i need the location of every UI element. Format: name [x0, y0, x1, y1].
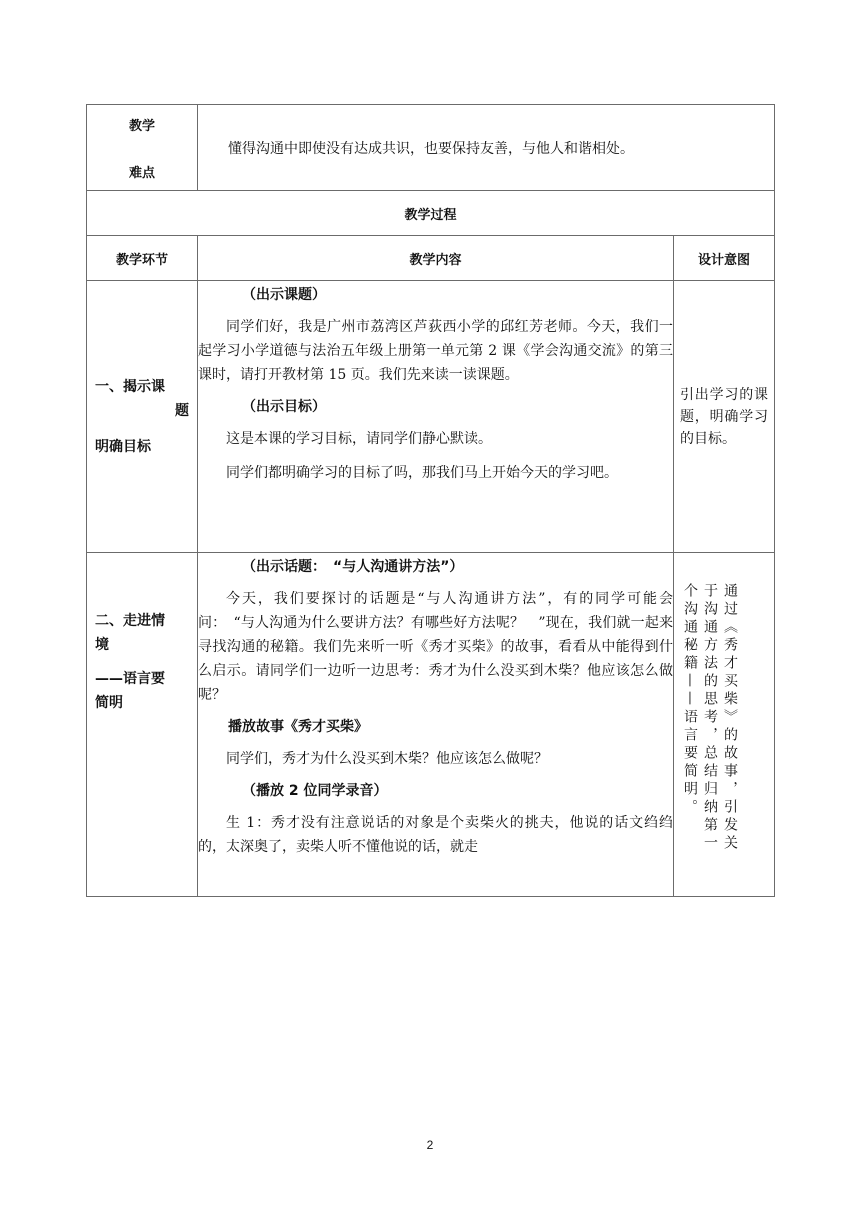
section1-intro-paragraph: 同学们好，我是广州市荔湾区芦荻西小学的邱红芳老师。今天，我们一起学习小学道德与法治五年级上册第一单元第 2 课《学会沟通交流》的第三课时，请打开教材第 15 页。我们先来读一读课题。: [198, 319, 673, 383]
section1-label-line3: 明确目标: [95, 438, 151, 455]
section2-label-line4: 简明: [95, 695, 123, 711]
header-row: [87, 236, 775, 281]
section2-play-story: 播放故事《秀才买柴》: [228, 719, 368, 735]
difficulty-text-cell: [198, 105, 775, 191]
section1-label-line2: 题: [175, 402, 189, 419]
section1-row: [87, 281, 775, 553]
process-title-row: [87, 191, 775, 236]
section2-content-cell: [198, 553, 674, 897]
section2-intro-paragraph: 今天，我们要探讨的话题是“与人沟通讲方法”，有的同学可能会问： “与人沟通为什么要讲方法？有哪些好方法呢？ ”现在，我们就一起来寻找沟通的秘籍。我们先来听一听《秀才买柴》的故事，看看从中能得到什么启示。请同学们一边听一边思考：秀才为什么没买到木柴？他应该怎么做呢？: [198, 591, 673, 703]
section2-label-line1: 二、走进情: [95, 613, 165, 629]
header-content: 教学内容: [198, 236, 674, 281]
difficulty-label-line2: 难点: [128, 165, 155, 181]
section1-intent-cell: [674, 281, 775, 553]
section2-play-recording: （播放 2 位同学录音）: [242, 783, 388, 799]
difficulty-label-cell: [87, 105, 198, 191]
section1-label-line1: 一、揭示课: [95, 378, 165, 395]
section2-show-topic: （出示话题： “与人沟通讲方法”）: [242, 559, 464, 575]
section2-row: [87, 553, 775, 897]
difficulty-label-line1: 教学: [128, 118, 155, 134]
lesson-plan-table: [86, 104, 775, 897]
section1-intent: 引出学习的课题，明确学习的目标。: [680, 386, 768, 447]
difficulty-row: [87, 105, 775, 191]
section2-label-line2: 境: [95, 637, 109, 653]
header-intent: 设计意图: [674, 236, 775, 281]
section2-label-cell: [87, 553, 198, 897]
page-number: 2: [426, 1138, 434, 1152]
section1-show-topic: （出示课题）: [242, 287, 326, 303]
section2-content-clip: [198, 553, 673, 889]
difficulty-text: 懂得沟通中即使没有达成共识，也要保持友善，与他人和谐相处。: [228, 140, 634, 157]
section2-student1-paragraph: 生 1：秀才没有注意说话的对象是个卖柴火的挑夫，他说的话文绉绉的，太深奥了，卖柴人听不懂他说的话，就走: [198, 815, 673, 855]
header-phase: 教学环节: [87, 236, 198, 281]
process-title: 教学过程: [87, 191, 775, 236]
section1-show-goals: （出示目标）: [242, 399, 326, 415]
section2-question-paragraph: 同学们，秀才为什么没买到木柴？他应该怎么做呢？: [226, 751, 548, 767]
section2-intent: 通过《秀才买柴》的故事，引发关于沟通方法的思考，总结归纳第一个沟通秘籍——语言要简明。: [682, 583, 738, 853]
section1-content-cell: [198, 281, 674, 553]
section1-label-cell: [87, 281, 198, 553]
section2-label-line3: ——语言要: [95, 671, 165, 687]
section2-intent-cell: [674, 553, 775, 897]
section1-start-paragraph: 同学们都明确学习的目标了吗，那我们马上开始今天的学习吧。: [226, 465, 618, 481]
section1-goals-paragraph: 这是本课的学习目标，请同学们静心默读。: [226, 431, 492, 447]
